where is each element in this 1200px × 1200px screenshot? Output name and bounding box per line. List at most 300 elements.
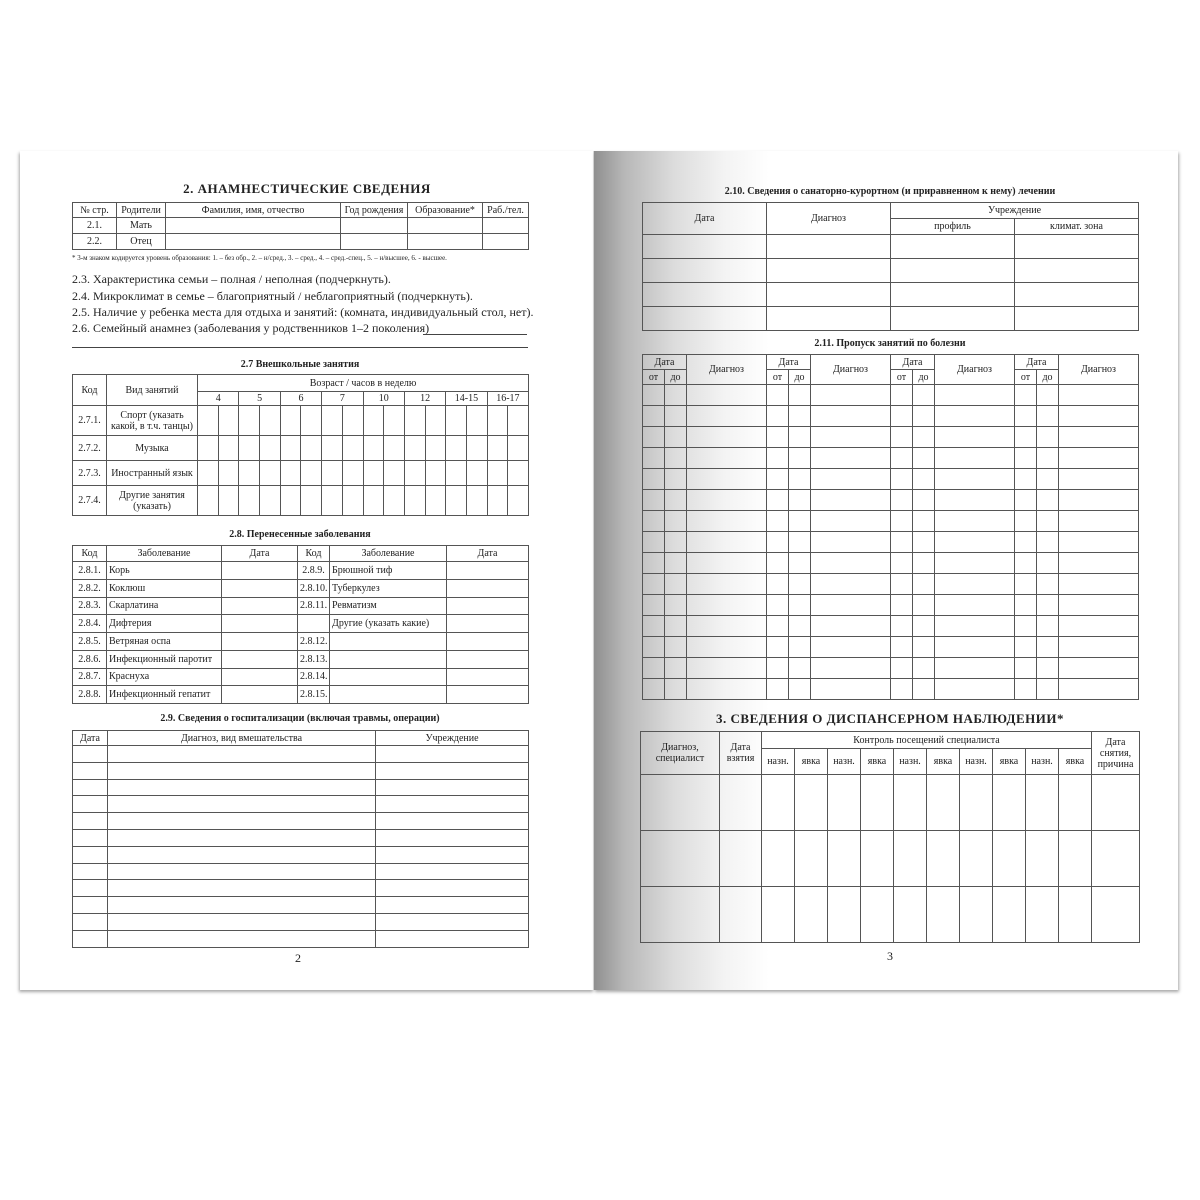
input-cell[interactable] [891,490,913,511]
input-cell[interactable] [1015,679,1037,700]
hours-cell[interactable] [487,436,508,461]
input-cell[interactable] [643,658,665,679]
input-cell[interactable] [108,913,376,930]
input-cell[interactable] [665,385,687,406]
cell-fullname[interactable] [166,218,341,234]
input-cell[interactable] [687,427,767,448]
input-cell[interactable] [687,658,767,679]
input-cell[interactable] [811,616,891,637]
input-cell[interactable] [762,887,795,943]
input-cell[interactable] [376,913,529,930]
input-cell[interactable] [1037,406,1059,427]
hours-cell[interactable] [342,486,363,516]
input-cell[interactable] [1059,637,1139,658]
input-cell[interactable] [767,679,789,700]
date-cell[interactable] [447,579,529,597]
input-cell[interactable] [1059,887,1092,943]
input-cell[interactable] [935,469,1015,490]
input-cell[interactable] [1037,511,1059,532]
input-cell[interactable] [993,775,1026,831]
hours-cell[interactable] [301,436,322,461]
hours-cell[interactable] [301,486,322,516]
hours-cell[interactable] [466,436,487,461]
cell-birth-year[interactable] [341,218,408,234]
input-cell[interactable] [73,813,108,830]
input-cell[interactable] [767,490,789,511]
input-cell[interactable] [687,574,767,595]
cell-work-phone[interactable] [483,218,529,234]
input-cell[interactable] [1037,595,1059,616]
input-cell[interactable] [762,831,795,887]
input-cell[interactable] [789,553,811,574]
input-cell[interactable] [73,846,108,863]
input-cell[interactable] [767,448,789,469]
hours-cell[interactable] [508,406,529,436]
input-cell[interactable] [891,532,913,553]
family-history-fill-line[interactable] [423,334,527,335]
input-cell[interactable] [894,887,927,943]
input-cell[interactable] [891,679,913,700]
input-cell[interactable] [935,679,1015,700]
input-cell[interactable] [687,532,767,553]
input-cell[interactable] [789,427,811,448]
hours-cell[interactable] [425,406,446,436]
input-cell[interactable] [767,532,789,553]
input-cell[interactable] [1015,637,1037,658]
input-cell[interactable] [376,829,529,846]
input-cell[interactable] [1015,532,1037,553]
input-cell[interactable] [665,448,687,469]
input-cell[interactable] [1059,490,1139,511]
input-cell[interactable] [828,831,861,887]
input-cell[interactable] [935,595,1015,616]
input-cell[interactable] [789,574,811,595]
input-cell[interactable] [665,490,687,511]
hours-cell[interactable] [384,436,405,461]
input-cell[interactable] [811,679,891,700]
hours-cell[interactable] [363,486,384,516]
input-cell[interactable] [643,259,767,283]
input-cell[interactable] [767,637,789,658]
input-cell[interactable] [913,427,935,448]
input-cell[interactable] [641,775,720,831]
input-cell[interactable] [665,427,687,448]
hours-cell[interactable] [446,406,467,436]
input-cell[interactable] [643,235,767,259]
hours-cell[interactable] [322,406,343,436]
hours-cell[interactable] [198,406,219,436]
hours-cell[interactable] [198,486,219,516]
input-cell[interactable] [665,616,687,637]
input-cell[interactable] [891,448,913,469]
hours-cell[interactable] [342,436,363,461]
cell-education[interactable] [408,234,483,250]
input-cell[interactable] [1059,511,1139,532]
input-cell[interactable] [767,283,891,307]
input-cell[interactable] [1015,427,1037,448]
input-cell[interactable] [1015,616,1037,637]
input-cell[interactable] [935,658,1015,679]
input-cell[interactable] [376,897,529,914]
input-cell[interactable] [935,448,1015,469]
input-cell[interactable] [73,880,108,897]
input-cell[interactable] [789,511,811,532]
input-cell[interactable] [1059,658,1139,679]
input-cell[interactable] [720,775,762,831]
input-cell[interactable] [828,775,861,831]
hours-cell[interactable] [425,436,446,461]
input-cell[interactable] [720,831,762,887]
input-cell[interactable] [789,532,811,553]
input-cell[interactable] [891,307,1015,331]
input-cell[interactable] [811,385,891,406]
input-cell[interactable] [891,235,1015,259]
input-cell[interactable] [913,553,935,574]
input-cell[interactable] [376,796,529,813]
input-cell[interactable] [1037,448,1059,469]
hours-cell[interactable] [342,406,363,436]
hours-cell[interactable] [466,406,487,436]
input-cell[interactable] [1015,574,1037,595]
input-cell[interactable] [643,448,665,469]
input-cell[interactable] [643,574,665,595]
input-cell[interactable] [73,796,108,813]
hours-cell[interactable] [260,406,281,436]
input-cell[interactable] [894,831,927,887]
input-cell[interactable] [913,658,935,679]
input-cell[interactable] [665,406,687,427]
input-cell[interactable] [1026,887,1059,943]
hours-cell[interactable] [404,436,425,461]
input-cell[interactable] [935,532,1015,553]
input-cell[interactable] [108,779,376,796]
input-cell[interactable] [73,779,108,796]
hours-cell[interactable] [425,461,446,486]
hours-cell[interactable] [301,461,322,486]
input-cell[interactable] [73,829,108,846]
input-cell[interactable] [1059,406,1139,427]
input-cell[interactable] [795,887,828,943]
input-cell[interactable] [913,637,935,658]
date-cell[interactable] [447,650,529,668]
hours-cell[interactable] [322,436,343,461]
input-cell[interactable] [935,574,1015,595]
hours-cell[interactable] [446,486,467,516]
input-cell[interactable] [767,574,789,595]
input-cell[interactable] [687,595,767,616]
hours-cell[interactable] [425,486,446,516]
input-cell[interactable] [1015,385,1037,406]
input-cell[interactable] [720,887,762,943]
input-cell[interactable] [811,553,891,574]
input-cell[interactable] [1015,283,1139,307]
input-cell[interactable] [687,406,767,427]
input-cell[interactable] [643,385,665,406]
hours-cell[interactable] [363,436,384,461]
cell-birth-year[interactable] [341,234,408,250]
input-cell[interactable] [1015,406,1037,427]
input-cell[interactable] [811,637,891,658]
hours-cell[interactable] [508,436,529,461]
hours-cell[interactable] [404,486,425,516]
input-cell[interactable] [1037,427,1059,448]
input-cell[interactable] [811,532,891,553]
input-cell[interactable] [687,616,767,637]
input-cell[interactable] [767,307,891,331]
input-cell[interactable] [767,259,891,283]
hours-cell[interactable] [198,436,219,461]
input-cell[interactable] [643,511,665,532]
input-cell[interactable] [108,796,376,813]
input-cell[interactable] [687,637,767,658]
input-cell[interactable] [665,637,687,658]
hours-cell[interactable] [218,406,239,436]
date-cell[interactable] [222,579,298,597]
input-cell[interactable] [1059,595,1139,616]
input-cell[interactable] [789,406,811,427]
input-cell[interactable] [1092,831,1140,887]
input-cell[interactable] [108,897,376,914]
input-cell[interactable] [935,637,1015,658]
date-cell[interactable] [222,615,298,633]
input-cell[interactable] [643,490,665,511]
input-cell[interactable] [643,283,767,307]
input-cell[interactable] [687,385,767,406]
input-cell[interactable] [1026,831,1059,887]
hours-cell[interactable] [280,436,301,461]
input-cell[interactable] [935,406,1015,427]
input-cell[interactable] [789,448,811,469]
input-cell[interactable] [665,469,687,490]
date-cell[interactable] [447,597,529,615]
input-cell[interactable] [73,897,108,914]
input-cell[interactable] [767,427,789,448]
input-cell[interactable] [1037,469,1059,490]
input-cell[interactable] [811,448,891,469]
cell-fullname[interactable] [166,234,341,250]
input-cell[interactable] [789,490,811,511]
date-cell[interactable] [447,562,529,580]
input-cell[interactable] [935,616,1015,637]
hours-cell[interactable] [198,461,219,486]
hours-cell[interactable] [280,461,301,486]
input-cell[interactable] [960,831,993,887]
cell-education[interactable] [408,218,483,234]
input-cell[interactable] [913,574,935,595]
input-cell[interactable] [376,762,529,779]
input-cell[interactable] [1037,574,1059,595]
input-cell[interactable] [1037,385,1059,406]
input-cell[interactable] [913,490,935,511]
input-cell[interactable] [1026,775,1059,831]
input-cell[interactable] [376,813,529,830]
date-cell[interactable] [447,633,529,651]
input-cell[interactable] [643,595,665,616]
input-cell[interactable] [913,511,935,532]
input-cell[interactable] [935,490,1015,511]
input-cell[interactable] [1015,658,1037,679]
input-cell[interactable] [935,511,1015,532]
input-cell[interactable] [935,385,1015,406]
input-cell[interactable] [1059,448,1139,469]
input-cell[interactable] [73,913,108,930]
input-cell[interactable] [665,574,687,595]
input-cell[interactable] [1037,490,1059,511]
input-cell[interactable] [891,616,913,637]
input-cell[interactable] [665,658,687,679]
input-cell[interactable] [108,829,376,846]
input-cell[interactable] [1015,553,1037,574]
input-cell[interactable] [891,574,913,595]
hours-cell[interactable] [363,461,384,486]
hours-cell[interactable] [239,406,260,436]
input-cell[interactable] [811,574,891,595]
input-cell[interactable] [811,469,891,490]
input-cell[interactable] [1059,775,1092,831]
input-cell[interactable] [913,385,935,406]
input-cell[interactable] [795,775,828,831]
input-cell[interactable] [767,616,789,637]
input-cell[interactable] [108,880,376,897]
input-cell[interactable] [861,887,894,943]
input-cell[interactable] [789,595,811,616]
hours-cell[interactable] [446,461,467,486]
input-cell[interactable] [108,930,376,947]
hours-cell[interactable] [446,436,467,461]
input-cell[interactable] [789,469,811,490]
input-cell[interactable] [665,532,687,553]
input-cell[interactable] [641,887,720,943]
input-cell[interactable] [376,779,529,796]
hours-cell[interactable] [384,486,405,516]
input-cell[interactable] [861,831,894,887]
input-cell[interactable] [913,448,935,469]
input-cell[interactable] [789,385,811,406]
input-cell[interactable] [927,887,960,943]
input-cell[interactable] [108,813,376,830]
date-cell[interactable] [447,686,529,704]
hours-cell[interactable] [487,461,508,486]
input-cell[interactable] [762,775,795,831]
input-cell[interactable] [1037,679,1059,700]
input-cell[interactable] [960,887,993,943]
input-cell[interactable] [643,616,665,637]
input-cell[interactable] [687,679,767,700]
hours-cell[interactable] [260,486,281,516]
input-cell[interactable] [643,679,665,700]
date-cell[interactable] [222,668,298,686]
input-cell[interactable] [891,595,913,616]
hours-cell[interactable] [384,461,405,486]
input-cell[interactable] [935,553,1015,574]
input-cell[interactable] [1015,259,1139,283]
input-cell[interactable] [811,490,891,511]
input-cell[interactable] [1037,637,1059,658]
hours-cell[interactable] [322,461,343,486]
hours-cell[interactable] [508,486,529,516]
hours-cell[interactable] [466,461,487,486]
input-cell[interactable] [811,595,891,616]
input-cell[interactable] [891,259,1015,283]
input-cell[interactable] [1059,553,1139,574]
input-cell[interactable] [1015,511,1037,532]
hours-cell[interactable] [280,406,301,436]
input-cell[interactable] [913,616,935,637]
input-cell[interactable] [993,831,1026,887]
input-cell[interactable] [789,658,811,679]
hours-cell[interactable] [239,436,260,461]
cell-work-phone[interactable] [483,234,529,250]
input-cell[interactable] [1037,553,1059,574]
hours-cell[interactable] [239,486,260,516]
input-cell[interactable] [913,469,935,490]
input-cell[interactable] [913,532,935,553]
input-cell[interactable] [960,775,993,831]
input-cell[interactable] [1037,616,1059,637]
input-cell[interactable] [767,658,789,679]
input-cell[interactable] [935,427,1015,448]
family-history-fill-line-2[interactable] [72,347,528,348]
input-cell[interactable] [687,469,767,490]
input-cell[interactable] [894,775,927,831]
input-cell[interactable] [1059,427,1139,448]
input-cell[interactable] [1092,775,1140,831]
input-cell[interactable] [665,679,687,700]
input-cell[interactable] [891,658,913,679]
input-cell[interactable] [1092,887,1140,943]
input-cell[interactable] [108,762,376,779]
input-cell[interactable] [108,746,376,763]
hours-cell[interactable] [384,406,405,436]
date-cell[interactable] [222,597,298,615]
input-cell[interactable] [1015,469,1037,490]
input-cell[interactable] [1015,307,1139,331]
date-cell[interactable] [222,562,298,580]
input-cell[interactable] [643,532,665,553]
input-cell[interactable] [665,511,687,532]
input-cell[interactable] [861,775,894,831]
input-cell[interactable] [643,553,665,574]
input-cell[interactable] [811,511,891,532]
input-cell[interactable] [767,553,789,574]
input-cell[interactable] [687,490,767,511]
input-cell[interactable] [376,863,529,880]
input-cell[interactable] [1037,532,1059,553]
input-cell[interactable] [665,595,687,616]
input-cell[interactable] [643,307,767,331]
hours-cell[interactable] [322,486,343,516]
input-cell[interactable] [73,762,108,779]
date-cell[interactable] [222,686,298,704]
hours-cell[interactable] [404,461,425,486]
input-cell[interactable] [913,595,935,616]
input-cell[interactable] [73,863,108,880]
input-cell[interactable] [891,469,913,490]
hours-cell[interactable] [466,486,487,516]
hours-cell[interactable] [404,406,425,436]
hours-cell[interactable] [301,406,322,436]
hours-cell[interactable] [363,406,384,436]
input-cell[interactable] [1059,574,1139,595]
input-cell[interactable] [687,511,767,532]
hours-cell[interactable] [280,486,301,516]
input-cell[interactable] [789,637,811,658]
input-cell[interactable] [643,637,665,658]
input-cell[interactable] [641,831,720,887]
hours-cell[interactable] [487,406,508,436]
input-cell[interactable] [1059,532,1139,553]
input-cell[interactable] [811,406,891,427]
